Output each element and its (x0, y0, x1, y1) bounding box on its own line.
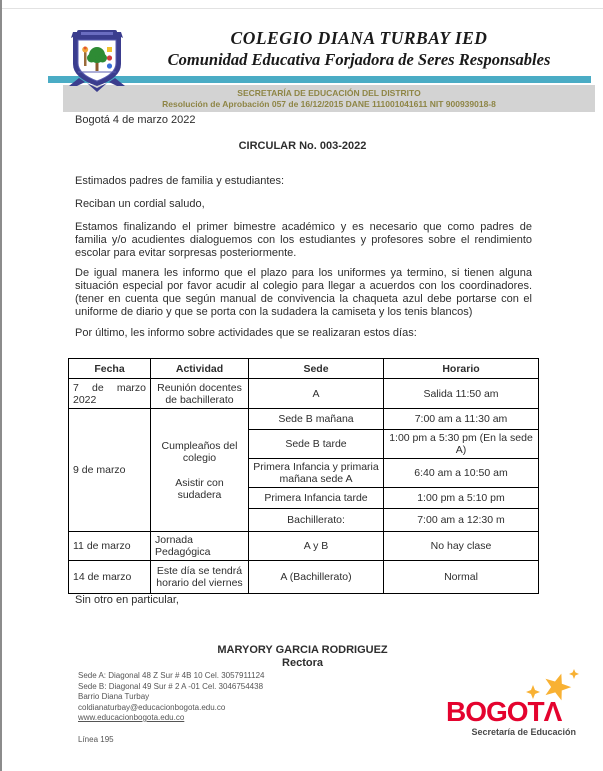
cell-sede: A (Bachillerato) (249, 561, 384, 594)
cell-horario: Salida 11:50 am (384, 379, 539, 409)
circular-title: CIRCULAR No. 003-2022 (238, 140, 367, 152)
footer-barrio: Barrio Diana Turbay (78, 692, 150, 701)
cell-fecha: 7 de marzo 2022 (69, 379, 151, 409)
bogota-wordmark: BOGOTΛ (446, 696, 562, 727)
cell-horario: 7:00 am a 11:30 am (384, 409, 539, 430)
cell-sede: A (249, 379, 384, 409)
col-header-horario: Horario (384, 359, 539, 379)
cell-sede: Sede B tarde (249, 430, 384, 459)
cell-sede: A y B (249, 532, 384, 561)
paragraph-3: Por último, les informo sobre actividades que se realizaran estos días: (75, 327, 417, 339)
secretaria-banner (63, 85, 595, 112)
cell-sede: Sede B mañana (249, 409, 384, 430)
cell-horario: No hay clase (384, 532, 539, 561)
table-row (69, 532, 539, 561)
footer-website-link[interactable]: www.educacionbogota.edu.co (78, 713, 185, 722)
actividad-line-1: Cumpleaños del colegio (161, 439, 238, 464)
activities-table (68, 358, 539, 594)
col-header-sede: Sede (249, 359, 384, 379)
paragraph-greeting: Estimados padres de familia y estudiantes: (75, 175, 285, 187)
teal-divider-bar (48, 76, 591, 83)
page-edge-left (0, 0, 2, 771)
cell-horario: 1:00 pm a 5:10 pm (384, 488, 539, 509)
banner-line-1: SECRETARÍA DE EDUCACIÓN DEL DISTRITO (237, 88, 421, 98)
col-header-actividad: Actividad (151, 359, 249, 379)
bogota-logo (440, 665, 585, 750)
school-name: COLEGIO DIANA TURBAY IED (230, 28, 488, 48)
signature-role: Rectora (282, 657, 323, 669)
cell-horario: 7:00 am a 12:30 m (384, 509, 539, 532)
cell-actividad: Reunión docentes de bachillerato (151, 379, 249, 409)
footer-sede-b: Sede B: Diagonal 49 Sur # 2 A -01 Cel. 3046754438 (78, 681, 264, 691)
footer-email: coldianaturbay@educacionbogota.edu.co (78, 702, 226, 712)
cell-fecha: 9 de marzo (69, 409, 151, 532)
cell-actividad: Este día se tendrá horario del viernes (151, 561, 249, 594)
bogota-caption: Secretaría de Educación (471, 727, 576, 737)
closing-line: Sin otro en particular, (75, 594, 179, 606)
school-motto: Comunidad Educativa Forjadora de Seres Responsables (167, 50, 551, 69)
table-header-row (69, 359, 539, 379)
col-header-fecha: Fecha (69, 359, 151, 379)
table-row (69, 561, 539, 594)
cell-horario: 1:00 pm a 5:30 pm (En la sede A) (384, 430, 539, 459)
paragraph-salute: Reciban un cordial saludo, (75, 198, 205, 210)
cell-sede: Primera Infancia tarde (249, 488, 384, 509)
paragraph-2: De igual manera les informo que el plazo para los uniformes ya termino, si tienen alguna situación especial por favor acudir al colegio para llegar a acuerdos con los coordinadores. (tener en cuenta que según manual de convivencia la chaqueta azul debe portarse con el uniforme de diario y que se porta con la sudadera la camiseta y los tenis blancos) (75, 267, 532, 318)
cell-actividad (151, 409, 249, 532)
cell-horario: Normal (384, 561, 539, 594)
page-edge-top (2, 8, 603, 9)
school-crest-icon (65, 26, 129, 92)
banner-line-2: Resolución de Aprobación 057 de 16/12/2015 DANE 111001041611 NIT 900939018-8 (162, 98, 496, 109)
actividad-gap (155, 464, 244, 477)
footer-linea-195: Línea 195 (78, 734, 114, 744)
signature-name: MARYORY GARCIA RODRIGUEZ (217, 644, 388, 656)
cell-fecha: 11 de marzo (69, 532, 151, 561)
table-row (69, 409, 539, 430)
table-row (69, 379, 539, 409)
cell-sede: Primera Infancia y primaria mañana sede A (249, 459, 384, 488)
cell-sede: Bachillerato: (249, 509, 384, 532)
cell-actividad: Jornada Pedagógica (151, 532, 249, 561)
footer-sede-a: Sede A: Diagonal 48 Z Sur # 4B 10 Cel. 3057911124 (78, 671, 265, 680)
actividad-line-2: Asistir con sudadera (175, 476, 224, 501)
footer-contact-block (78, 671, 265, 745)
date-line: Bogotá 4 de marzo 2022 (75, 114, 196, 126)
paragraph-1: Estamos finalizando el primer bimestre académico y es necesario que como padres de familia y/o acudientes dialoguemos con los estudiantes y profesores sobre el rendimiento escolar para evitar sorpresas posteriormente. (75, 221, 532, 259)
cell-horario: 6:40 am a 10:50 am (384, 459, 539, 488)
cell-fecha: 14 de marzo (69, 561, 151, 594)
header-titles (128, 28, 590, 70)
